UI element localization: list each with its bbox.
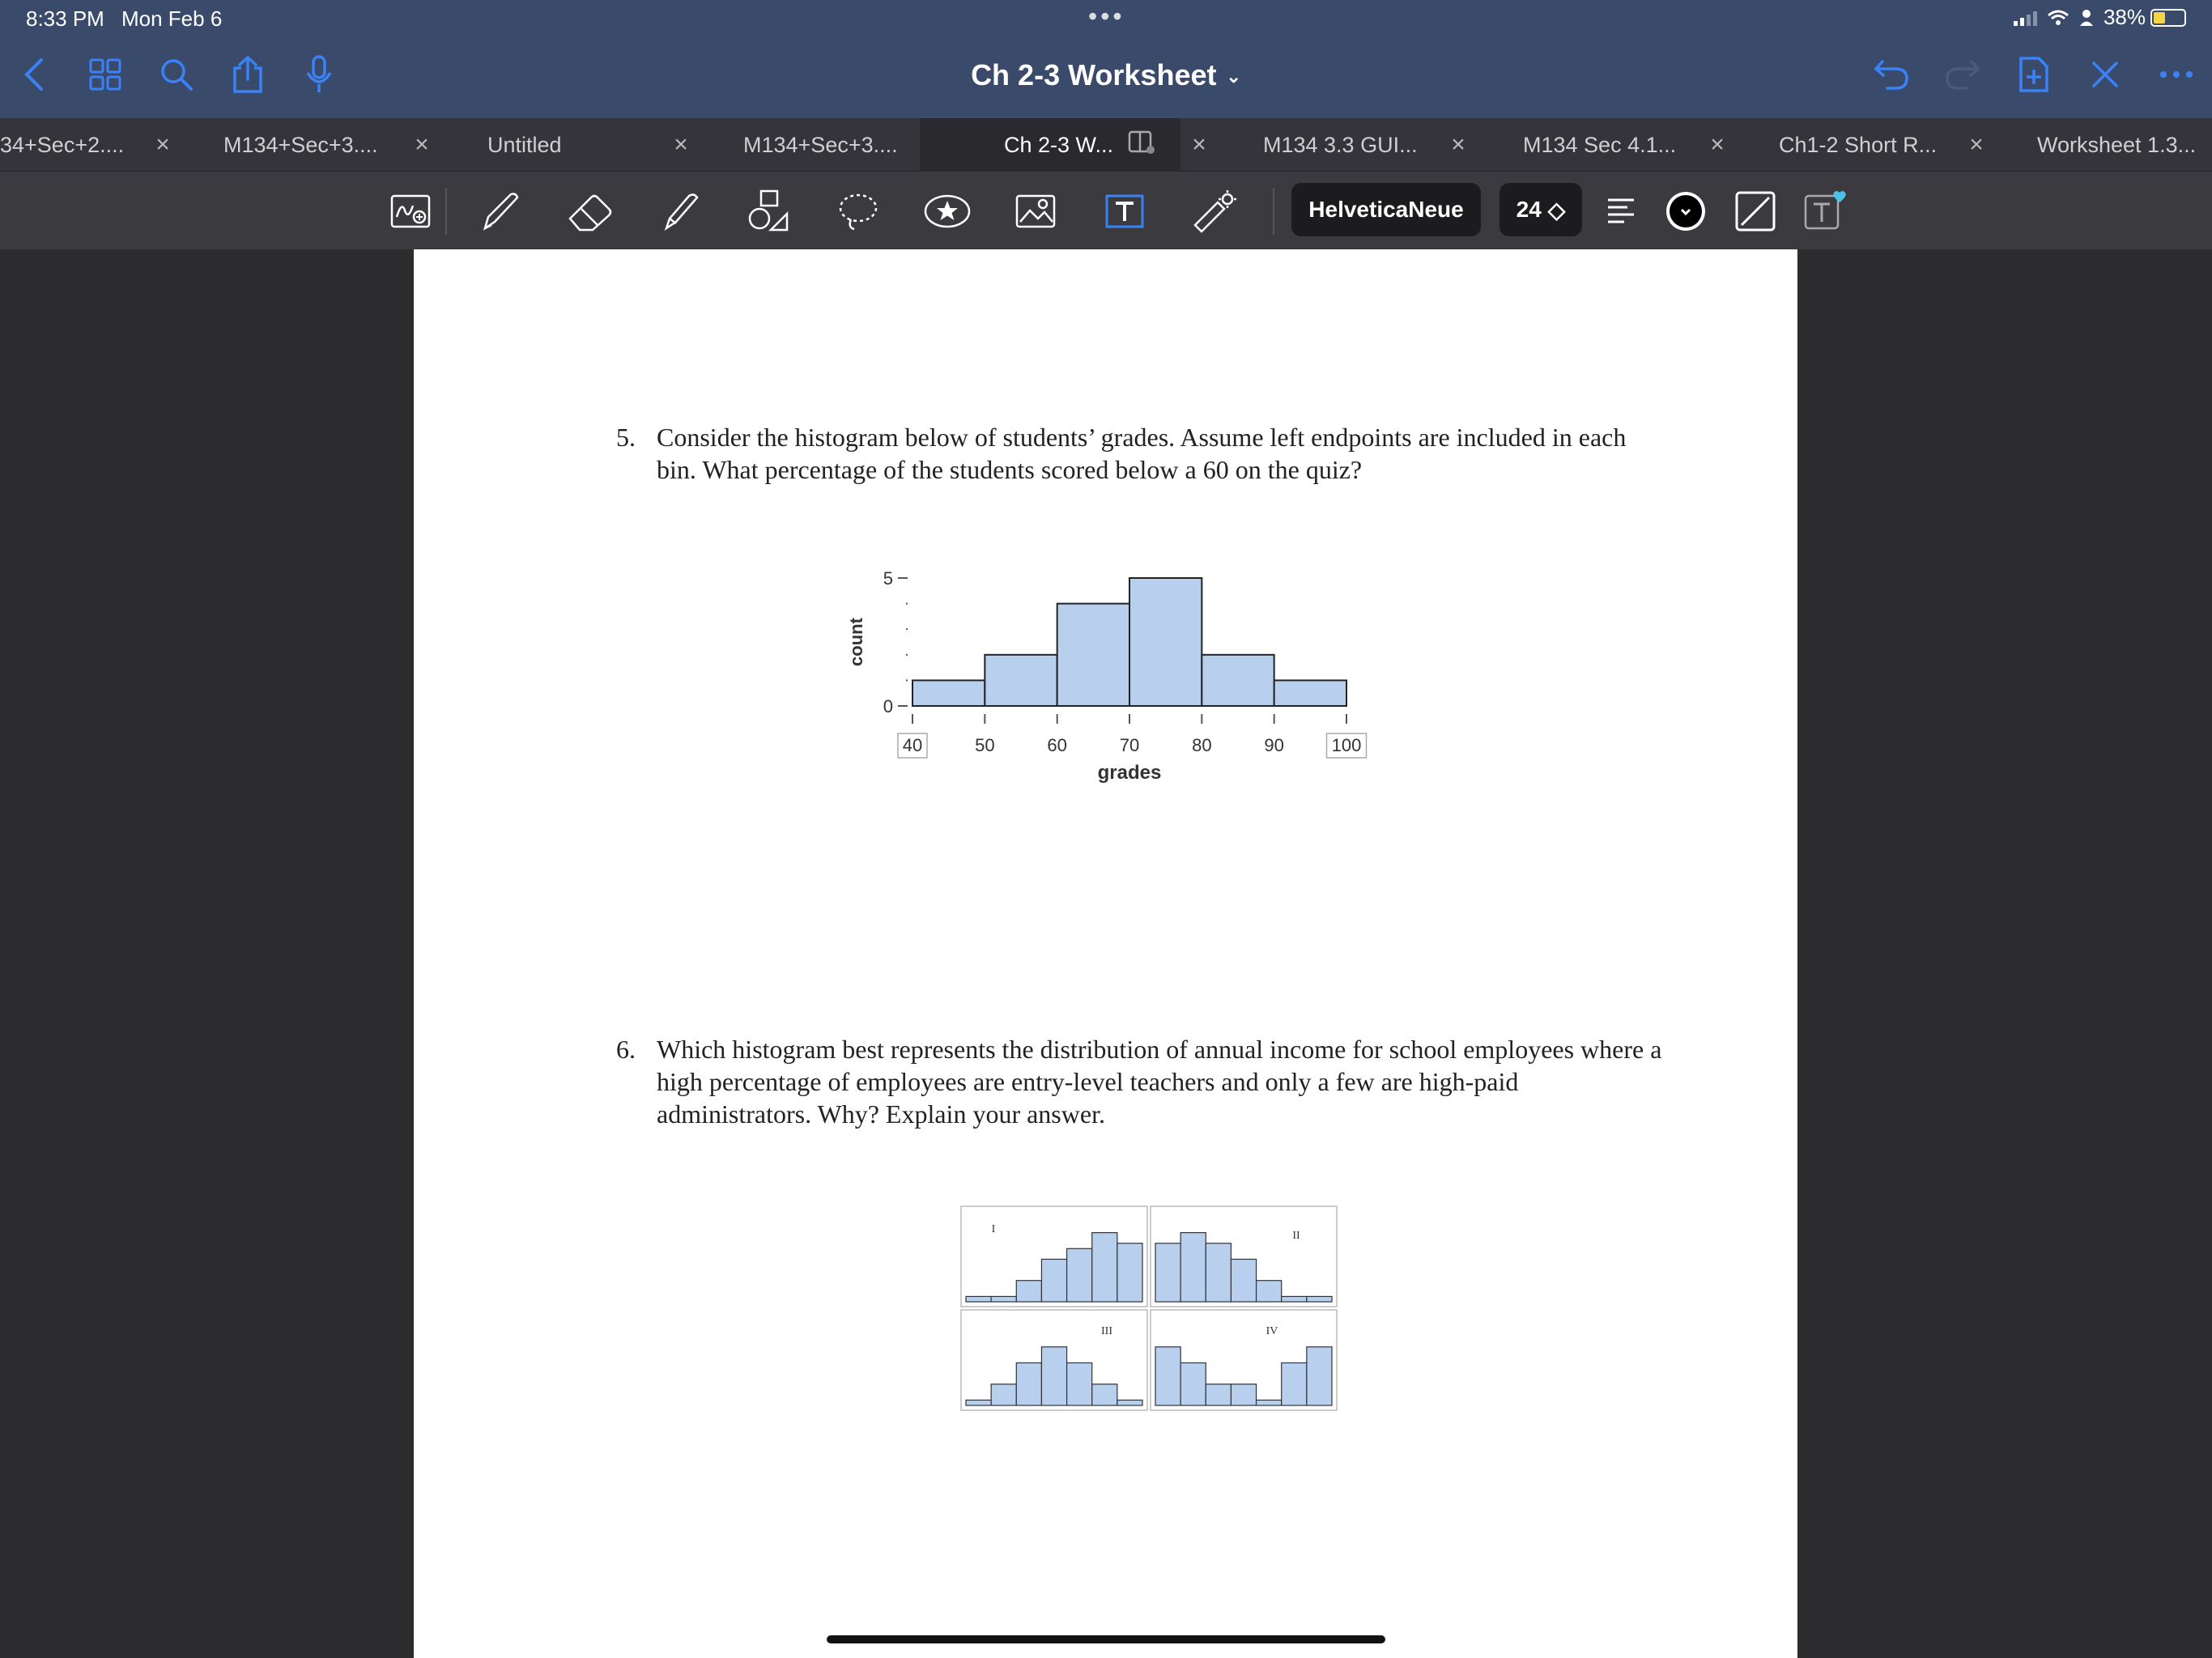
home-indicator[interactable] — [827, 1635, 1385, 1643]
question-number: 6. — [616, 1035, 636, 1064]
top-bar — [0, 0, 2212, 118]
y-axis-label: count — [846, 618, 866, 666]
panel-label: I — [991, 1223, 996, 1235]
question-5 — [616, 421, 1669, 486]
lasso-icon[interactable] — [832, 188, 884, 235]
tab-close-icon[interactable]: × — [1451, 131, 1465, 158]
histogram-options-grid — [959, 1205, 1340, 1415]
font-name-button[interactable]: HelveticaNeue — [1291, 183, 1481, 236]
histogram-bar — [1117, 1400, 1142, 1405]
tab-bar — [0, 118, 2212, 172]
shapes-icon[interactable] — [743, 188, 795, 235]
document-title-text: Ch 2-3 Worksheet — [971, 58, 1217, 91]
tab-label: Ch 2-3 W... — [1004, 132, 1114, 157]
histogram-bar — [1307, 1296, 1332, 1302]
status-right — [2014, 5, 2186, 30]
histogram-bar — [1180, 1363, 1206, 1405]
wifi-icon — [2047, 9, 2069, 27]
histogram-bar — [1129, 578, 1202, 706]
histogram-bar — [1257, 1400, 1282, 1405]
add-page-icon[interactable] — [2010, 50, 2058, 99]
battery — [2104, 5, 2186, 30]
question-text: Consider the histogram below of students’ grades. Assume left endpoints are included in each bin. What percentage of the students scored below a 60 on the quiz? — [657, 423, 1627, 484]
histogram-bar — [1016, 1363, 1041, 1405]
tab-label: 34+Sec+2.... — [0, 132, 125, 157]
histogram-bar — [1206, 1244, 1231, 1302]
font-size-value: 24 — [1516, 197, 1542, 222]
more-icon[interactable] — [2152, 50, 2201, 99]
histogram-bar — [1257, 1281, 1282, 1302]
histogram-bar — [912, 680, 985, 706]
y-tick-label: 5 — [883, 568, 893, 589]
status-time: 8:33 PM — [26, 6, 104, 31]
tab-7[interactable] — [1779, 118, 1957, 172]
handwriting-zoom-icon[interactable] — [385, 188, 437, 235]
chevron-down-icon: ⌄ — [1226, 66, 1241, 87]
panel-label: II — [1292, 1230, 1300, 1242]
histogram-bar — [1092, 1384, 1117, 1405]
panel-label: IV — [1266, 1325, 1278, 1337]
text-tool-icon[interactable] — [1100, 188, 1151, 235]
histogram-bar — [1067, 1248, 1092, 1302]
tab-label: M134 3.3 GUI... — [1263, 132, 1418, 157]
histogram-bar — [966, 1296, 991, 1302]
histogram-bar — [1231, 1259, 1256, 1302]
tab-5[interactable] — [1263, 118, 1441, 172]
tab-label: M134+Sec+3.... — [743, 132, 898, 157]
status-date: Mon Feb 6 — [121, 6, 223, 31]
histogram-bar — [985, 655, 1057, 706]
histogram-bar — [1092, 1233, 1117, 1302]
tab-0[interactable] — [0, 118, 154, 172]
status-bar — [0, 0, 2212, 39]
histogram-bar — [1274, 680, 1346, 706]
stepper-icon: ◇ — [1547, 197, 1566, 223]
laser-pointer-icon[interactable] — [1189, 188, 1240, 235]
x-tick-label: 50 — [975, 735, 995, 755]
histogram-bar — [1117, 1244, 1142, 1302]
histogram-bar — [1180, 1233, 1206, 1302]
elements-star-icon[interactable] — [921, 188, 973, 235]
histogram-bar — [1202, 655, 1274, 706]
image-icon[interactable] — [1010, 188, 1062, 235]
histogram-bar — [1282, 1363, 1307, 1405]
redo-icon[interactable] — [1938, 50, 1987, 99]
highlighter-icon[interactable] — [654, 188, 706, 235]
tab-4[interactable] — [920, 118, 1180, 172]
histogram-bar — [1231, 1384, 1256, 1405]
question-number: 5. — [616, 423, 636, 452]
tab-close-icon[interactable]: × — [1192, 131, 1206, 158]
histogram-bar — [1067, 1363, 1092, 1405]
x-tick-label: 60 — [1047, 735, 1067, 755]
text-color-button[interactable] — [1660, 188, 1712, 235]
tab-label: M134+Sec+3.... — [223, 132, 378, 157]
histogram-bar — [1057, 604, 1129, 706]
tab-2[interactable] — [487, 118, 674, 172]
battery-icon — [2150, 9, 2186, 27]
eraser-icon[interactable] — [564, 188, 615, 235]
text-align-icon[interactable] — [1595, 188, 1647, 235]
split-view-icon[interactable] — [1128, 130, 1155, 160]
histogram-bar — [966, 1400, 991, 1405]
tab-label: Untitled — [487, 132, 562, 157]
histogram-bar — [1155, 1244, 1180, 1302]
histogram-bar — [991, 1384, 1016, 1405]
tab-close-icon[interactable]: × — [1969, 131, 1984, 158]
panel-label: III — [1101, 1325, 1112, 1337]
tab-close-icon[interactable]: × — [155, 131, 170, 158]
question-text: Which histogram best represents the distribution of annual income for school employees where a high percentage of employees are entry-level teachers and only a few are high-paid administrators. Why? Explain your answer. — [657, 1035, 1662, 1129]
y-tick-label: 0 — [883, 696, 893, 716]
tab-3[interactable] — [743, 118, 921, 172]
histogram-bar — [1041, 1347, 1066, 1405]
nav-bar — [0, 39, 2212, 117]
histogram-bar — [1041, 1259, 1066, 1302]
battery-percent: 38% — [2103, 5, 2146, 29]
histogram-bar — [1307, 1347, 1332, 1405]
question-6 — [616, 1033, 1669, 1130]
histogram-bar — [1206, 1384, 1231, 1405]
document-page[interactable] — [414, 249, 1797, 1658]
multitask-dots[interactable]: ••• — [1088, 2, 1125, 31]
undo-icon[interactable] — [1867, 50, 1916, 99]
tab-1[interactable] — [223, 118, 402, 172]
x-axis-label: grades — [1097, 762, 1162, 784]
toolbar-divider — [445, 188, 447, 235]
font-size-stepper[interactable] — [1499, 183, 1582, 236]
signal-icon — [2014, 10, 2037, 26]
x-tick-label: 100 — [1331, 735, 1362, 755]
tab-6[interactable] — [1523, 118, 1701, 172]
histogram-bar — [991, 1296, 1016, 1302]
tab-close-icon[interactable]: × — [674, 131, 688, 158]
x-tick-label: 90 — [1264, 735, 1284, 755]
tab-label: Ch1-2 Short R... — [1779, 132, 1938, 157]
tab-label: Worksheet 1.3... — [2037, 132, 2197, 157]
histogram-bar — [1155, 1347, 1180, 1405]
person-icon — [2079, 9, 2094, 27]
tab-8[interactable] — [2037, 118, 2212, 172]
tab-close-icon[interactable]: × — [1710, 131, 1725, 158]
fill-color-none-icon[interactable] — [1729, 188, 1781, 235]
grades-histogram — [828, 560, 1395, 803]
histogram-bar — [1282, 1296, 1307, 1302]
text-style-favorite-icon[interactable] — [1799, 188, 1851, 235]
tab-close-icon[interactable]: × — [415, 131, 429, 158]
tab-label: M134 Sec 4.1... — [1523, 132, 1677, 157]
pen-icon[interactable] — [474, 188, 526, 235]
toolbar-divider — [1273, 188, 1274, 235]
annotation-toolbar — [0, 172, 2212, 249]
x-tick-label: 80 — [1192, 735, 1212, 755]
close-edit-icon[interactable] — [2081, 50, 2129, 99]
x-tick-label: 40 — [902, 735, 923, 755]
x-tick-label: 70 — [1119, 735, 1140, 755]
histogram-bar — [1016, 1281, 1041, 1302]
battery-fill — [2154, 12, 2165, 23]
